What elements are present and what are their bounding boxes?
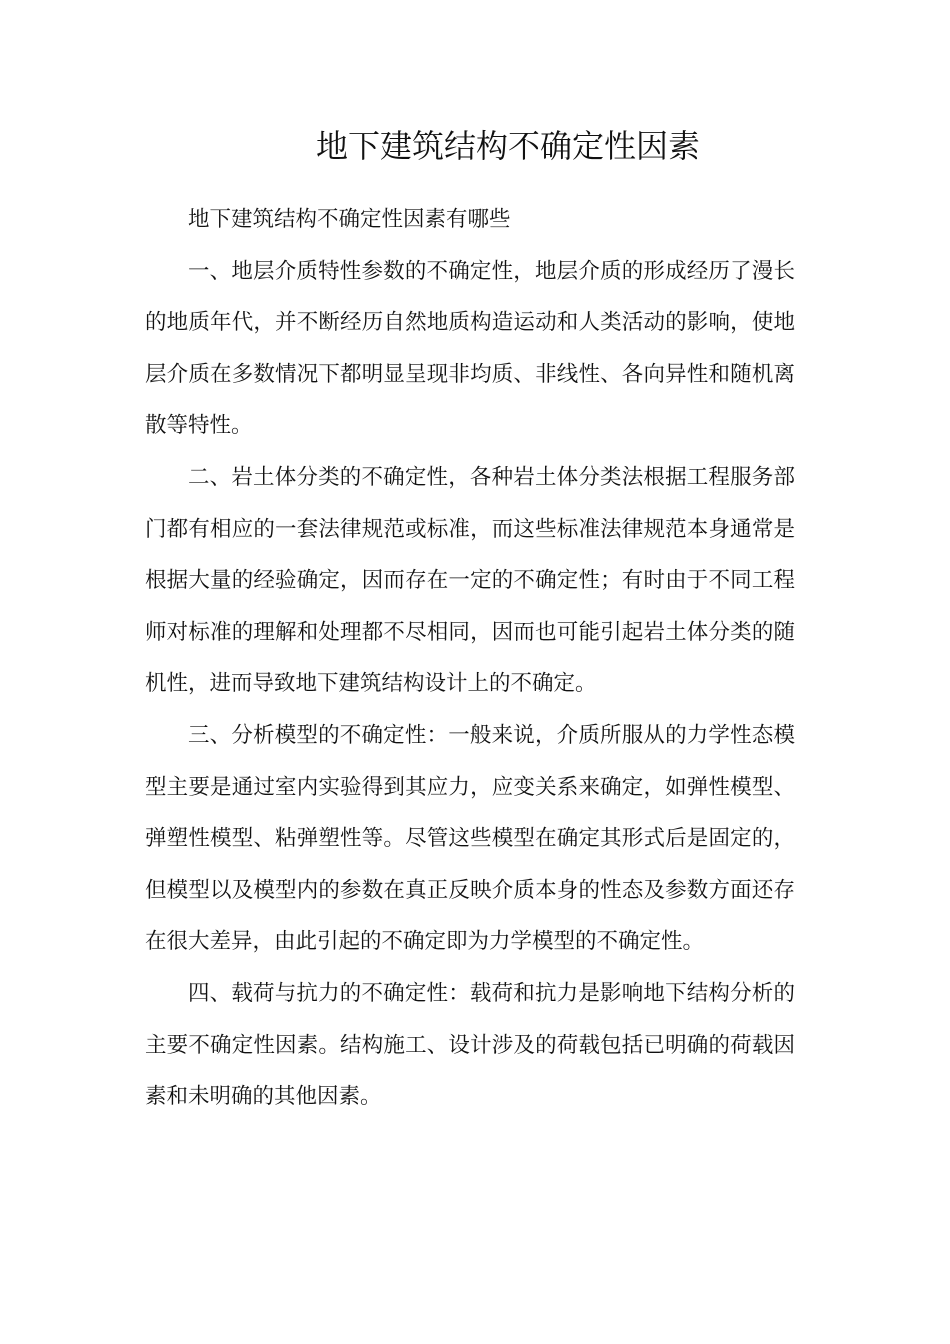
paragraph-classification-uncertainty: 二、岩土体分类的不确定性，各种岩土体分类法根据工程服务部门都有相应的一套法律规范或标准，而这些标准法律规范本身通常是根据大量的经验确定，因而存在一定的不确定性；有时由于不同工程师对标准的理解和处理都不尽相同，因而也可能引起岩土体分类的随机性，进而导致地下建筑结构设计上的不确定。 [145, 464, 795, 697]
paragraph-load-resistance-uncertainty: 四、载荷与抗力的不确定性：载荷和抗力是影响地下结构分析的主要不确定性因素。结构施工、设计涉及的荷载包括已明确的荷载因素和未明确的其他因素。 [145, 980, 795, 1110]
paragraph-stratum-uncertainty: 一、地层介质特性参数的不确定性，地层介质的形成经历了漫长的地质年代，并不断经历自然地质构造运动和人类活动的影响，使地层介质在多数情况下都明显呈现非均质、非线性、各向异性和随机离散等特性。 [145, 258, 795, 439]
paragraph-intro: 地下建筑结构不确定性因素有哪些 [188, 207, 511, 232]
document-body [145, 194, 795, 1123]
paragraph-model-uncertainty: 三、分析模型的不确定性：一般来说，介质所服从的力学性态模型主要是通过室内实验得到其应力，应变关系来确定，如弹性模型、弹塑性模型、粘弹塑性等。尽管这些模型在确定其形式后是固定的，但模型以及模型内的参数在真正反映介质本身的性态及参数方面还存在很大差异，由此引起的不确定即为力学模型的不确定性。 [145, 722, 795, 955]
document-title: 地下建筑结构不确定性因素 [315, 127, 700, 165]
